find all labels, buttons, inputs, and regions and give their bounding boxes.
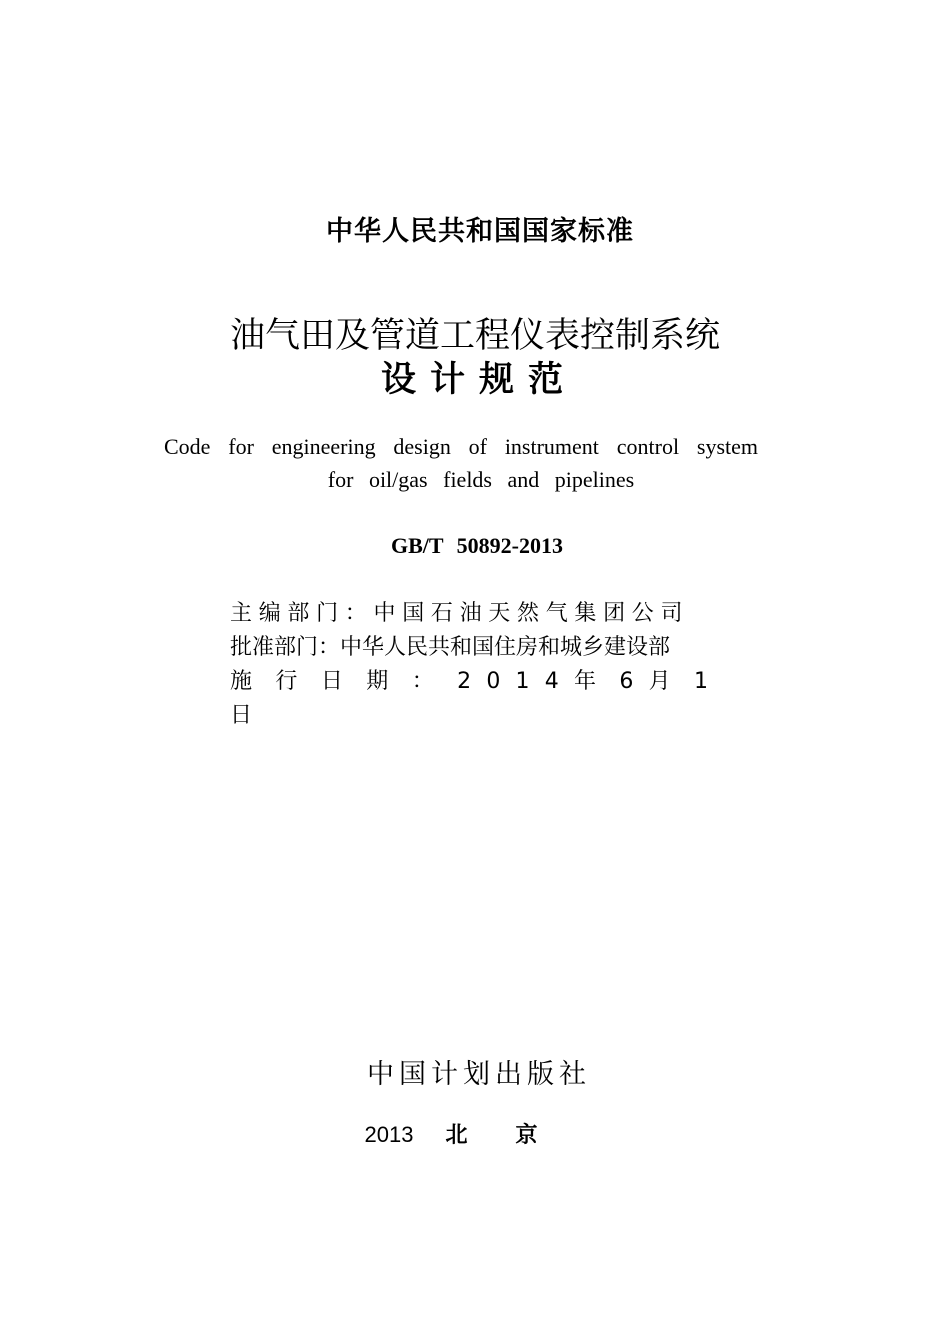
effective-date: 施 行 日 期 ： 2 0 1 4 年 6 月 1 xyxy=(230,669,708,694)
effective-date-tail: 日 xyxy=(230,703,253,728)
english-title-line-1: Code for engineering design of instrument control system xyxy=(164,434,758,459)
standard-type-header: 中华人民共和国国家标准 xyxy=(326,216,634,247)
editing-department: 主编部门：中国石油天然气集团公司 xyxy=(230,601,690,626)
standard-code: GB/T 50892-2013 xyxy=(390,533,563,558)
publication-footer xyxy=(0,1118,950,1149)
publication-city: 北京 xyxy=(445,1123,586,1148)
document-title-line-1: 油气田及管道工程仪表控制系统 xyxy=(229,316,720,356)
publication-year: 2013 xyxy=(364,1122,414,1147)
publisher-name: 中国计划出版社 xyxy=(367,1059,591,1090)
approving-department: 批准部门：中华人民共和国住房和城乡建设部 xyxy=(230,635,671,660)
document-title-line-2: 设计规范 xyxy=(380,360,577,400)
english-title-line-2: for oil/gas fields and pipelines xyxy=(327,467,635,492)
